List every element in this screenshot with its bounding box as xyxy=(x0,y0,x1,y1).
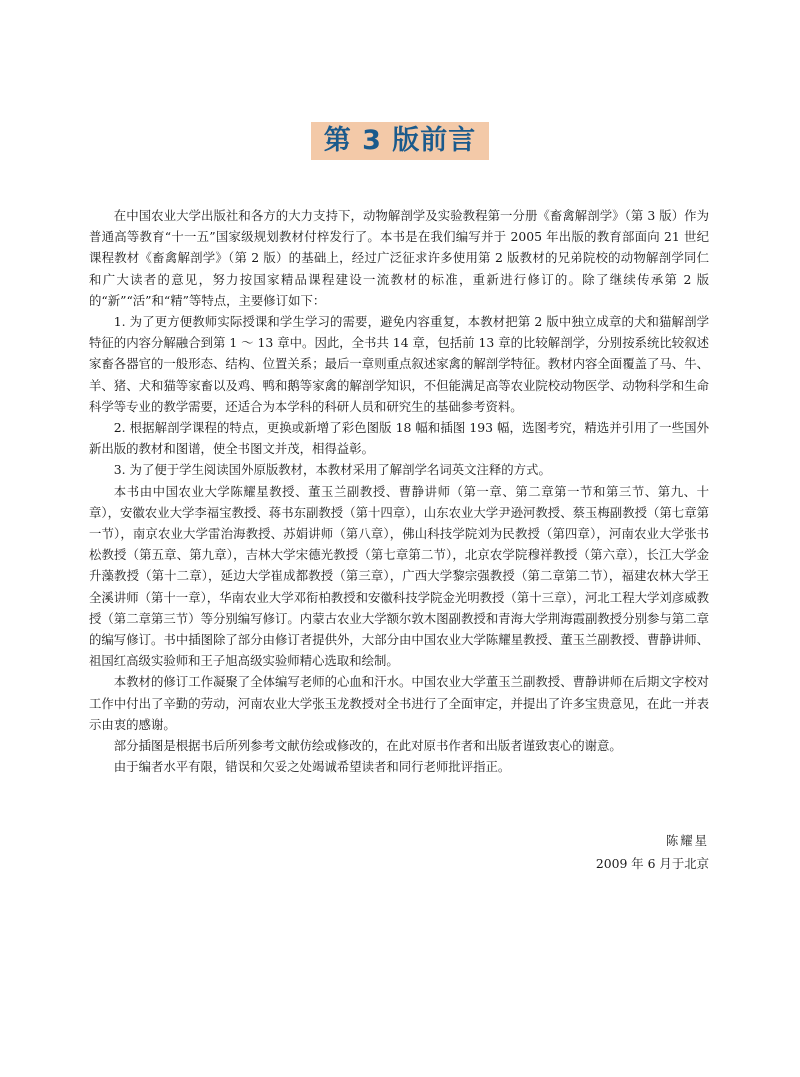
paragraph-item-3: 3. 为了便于学生阅读国外原版教材，本教材采用了解剖学名词英文注释的方式。 xyxy=(113,462,551,478)
paragraph-closing: 由于编者水平有限，错误和欠妥之处竭诚希望读者和同行老师批评指正。 xyxy=(113,759,511,775)
signature-author: 陈耀星 xyxy=(665,833,709,848)
paragraph-contributors: 本书由中国农业大学陈耀星教授、董玉兰副教授、曹静讲师（第一章、第二章第一节和第三节、第九、十章），安徽农业大学李福宝教授、蒋书东副教授（第十四章），山东农业大学尹逊河教授、蔡玉梅副教授（第七章第一节），南京农业大学雷治海教授、苏娟讲师（第八章），佛山科技学院刘为民教授（第四章），河南农业大学张书松教授（第五章、第九章），吉林大学宋德光教授（第七章第二节），北京农学院穆祥教授（第六章），长江大学金升藻教授（第十二章），延边大学崔成都教授（第三章），广西大学黎宗强教授（第二章第二节），福建农林大学王全溪讲师（第十一章），华南农业大学邓衔柏教授和安徽科技学院金光明教授（第十三章），河北工程大学刘彦威教授（第二章第三节）等分别编写修订。内蒙古农业大学额尔敦木图副教授和青海大学荆海霞副教授分别参与第二章的编写修订。书中插图除了部分由修订者提供外，大部分由中国农业大学陈耀星教授、董玉兰副教授、曹静讲师、祖国红高级实验师和王子旭高级实验师精心选取和绘制。 xyxy=(89,483,709,669)
preface-body xyxy=(89,205,709,777)
paragraph-acknowledgement: 本教材的修订工作凝聚了全体编写老师的心血和汗水。中国农业大学董玉兰副教授、曹静讲师在后期文字校对工作中付出了辛勤的劳动，河南农业大学张玉龙教授对全书进行了全面审定，并提出了许多宝贵意见，在此一并表示由衷的感谢。 xyxy=(89,674,709,732)
paragraph-figure-credits: 部分插图是根据书后所列参考文献仿绘或修改的，在此对原书作者和出版者谨致衷心的谢意。 xyxy=(113,738,622,754)
signature-date: 2009 年 6 月于北京 xyxy=(595,856,709,871)
paragraph-item-1: 1. 为了更方便教师实际授课和学生学习的需要，避免内容重复，本教材把第 2 版中独立成章的犬和猫解剖学特征的内容分解融合到第 1 ～ 13 章中。因此，全书共 14 章，包括前 13 章的比较解剖学，分别按系统比较叙述家畜各器官的一般形态、结构、位置关系；最后一章则重点叙述家禽的解剖学特征。教材内容全面覆盖了马、牛、羊、猪、犬和猫等家畜以及鸡、鸭和鹅等家禽的解剖学知识，不但能满足高等农业院校动物医学、动物科学和生命科学等专业的教学需要，还适合为本学科的科研人员和研究生的基础参考资料。 xyxy=(89,314,709,414)
title-container xyxy=(0,122,800,160)
paragraph-item-2: 2. 根据解剖学课程的特点，更换或新增了彩色图版 18 幅和插图 193 幅，选图考究，精选并引用了一些国外新出版的教材和图谱，使全书图文并茂，相得益彰。 xyxy=(89,420,709,457)
paragraph-intro: 在中国农业大学出版社和各方的大力支持下，动物解剖学及实验教程第一分册《畜禽解剖学》（第 3 版）作为普通高等教育“十一五”国家级规划教材付梓发行了。本书是在我们编写并于 2005 年出版的教育部面向 21 世纪课程教材《畜禽解剖学》（第 2 版）的基础上，经过广泛征求许多使用第 2 版教材的兄弟院校的动物解剖学同仁和广大读者的意见，努力按国家精品课程建设一流教材的标准，重新进行修订的。除了继续传承第 2 版的“新”“活”和“精”等特点，主要修订如下： xyxy=(89,208,709,308)
page-title: 第 3 版前言 xyxy=(311,122,490,160)
